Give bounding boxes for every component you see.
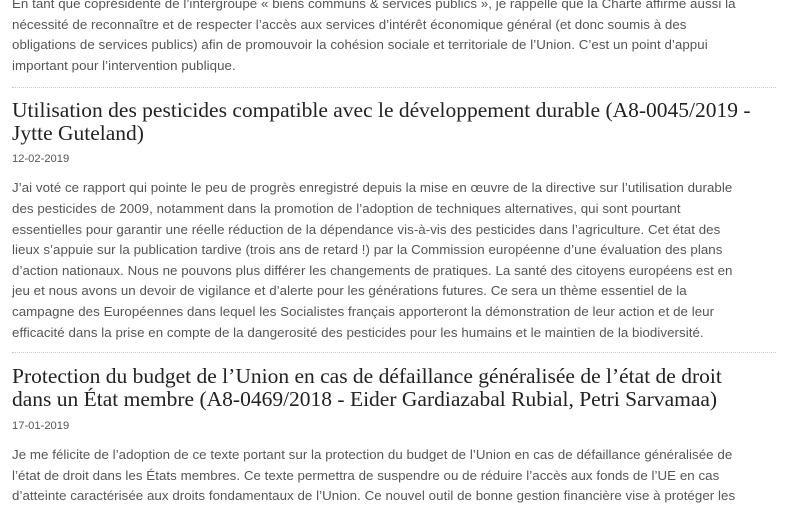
text-line: jeu et nous avons un devoir de vigilance et d’alerte pour les générations futures. Ce sera un thème essentiel de la <box>12 283 687 299</box>
article-body <box>12 445 782 507</box>
text-line: d’action nationaux. Nous ne pouvons plus différer les changements de pratiques. La santé des citoyens européens est en <box>12 262 733 278</box>
article-body <box>12 178 782 343</box>
text-line: important pour l’intervention publique. <box>12 57 236 73</box>
text-line: nécessité de reconnaître et de respecter l’accès aux services d’intérêt économique général (et donc soumis à des <box>12 16 687 32</box>
article-date: 17-01-2019 <box>12 420 70 433</box>
page-content <box>12 0 782 507</box>
title-line[interactable]: Jytte Guteland) <box>12 121 144 146</box>
article-title[interactable] <box>12 99 782 145</box>
text-line: Je me félicite de l’adoption de ce texte portant sur la protection du budget de l’Union en cas de défaillance généralisée de <box>12 447 733 463</box>
title-line[interactable]: dans un État membre (A8-0469/2018 - Eider Gardiazabal Rubial, Petri Sarvamaa) <box>12 387 718 412</box>
text-line: lieux s’appuie sur la publication tardive (trois ans de retard !) par la Commission européenne d’une évaluation des plans <box>12 242 723 258</box>
text-line: d’atteinte caractérisée aux droits fondamentaux de l’Union. Ce nouvel outil de bonne gestion financière vise à protéger les <box>12 488 736 504</box>
text-line: efficacité dans la prise en compte de la dangerosité des pesticides pour les humains et le maintien de la biodiversité. <box>12 324 704 340</box>
text-line: J’ai voté ce rapport qui pointe le peu de progrès enregistré depuis la mise en œuvre de la directive sur l’utilisation durable <box>12 180 733 196</box>
title-line[interactable]: Protection du budget de l’Union en cas de défaillance généralisée de l’état de droit <box>12 364 722 389</box>
intro-paragraph <box>12 0 782 76</box>
text-line: essentielles pour garantir une réelle réduction de la dépendance vis-à-vis des pesticides dans l’agriculture. Cet état des <box>12 221 721 237</box>
title-line[interactable]: Utilisation des pesticides compatible avec le développement durable (A8-0045/2019 - <box>12 98 751 123</box>
text-line: l’état de droit dans les États membres. Ce texte permettra de suspendre ou de réduire l’accès aux fonds de l’UE en cas <box>12 467 720 483</box>
separator <box>12 87 776 88</box>
text-line: campagne des Européennes dans lequel les Socialistes français apporteront la démonstration de leur action et de leur <box>12 303 715 319</box>
text-line: obligations de services publics) afin de promouvoir la cohésion sociale et territoriale de l’Union. C’est un point d’appui <box>12 37 708 53</box>
article-title[interactable] <box>12 365 782 411</box>
article-date: 12-02-2019 <box>12 153 70 166</box>
article-pesticides <box>12 99 782 343</box>
text-line: En tant que coprésidente de l’intergroupe « biens communs & services publics », je rappelle que la Charte affirme aussi la <box>12 0 736 11</box>
separator <box>12 352 776 353</box>
article-budget-protection <box>12 365 782 507</box>
text-line: des pesticides de 2009, notamment dans la promotion de l’adoption de techniques alternatives, qui sont pourtant <box>12 200 681 216</box>
